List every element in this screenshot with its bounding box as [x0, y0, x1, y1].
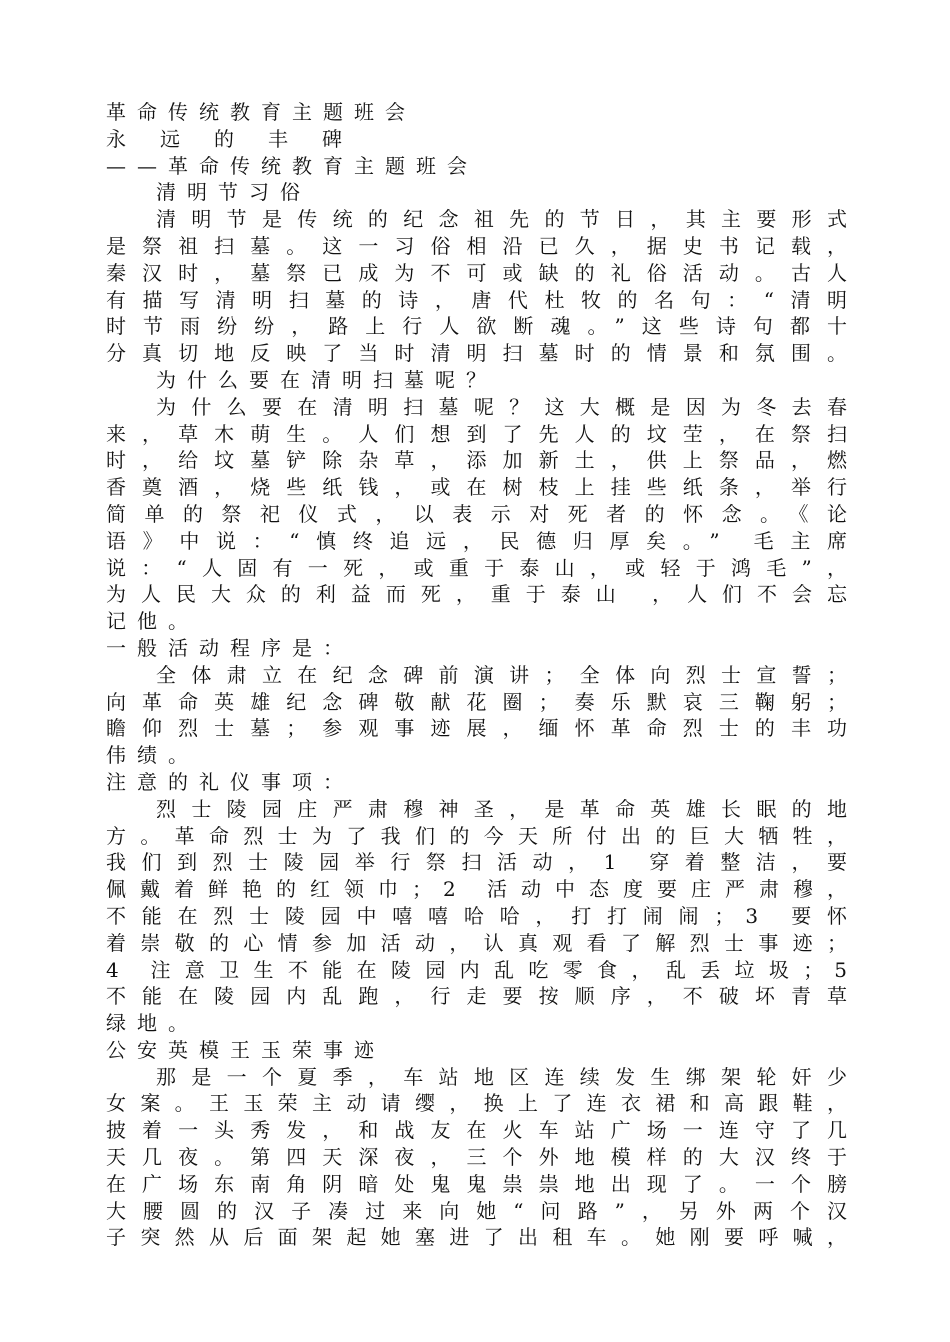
paragraph-activity-procedure — [106, 662, 858, 769]
paragraph-line: 着崇敬的心情参加活动，认真观看了解烈士事迹； — [106, 930, 858, 955]
paragraph-line: 佩戴着鲜艳的红领巾；2 活动中态度要庄严肃穆， — [106, 877, 858, 902]
paragraph-line: 不能在陵园内乱跑，行走要按顺序，不破坏青草 — [106, 984, 858, 1009]
paragraph-etiquette — [106, 796, 858, 1037]
paragraph-line: 绿地。 — [106, 1011, 199, 1036]
paragraph-line: 披着一头秀发，和战友在火车站广场一连守了几 — [106, 1118, 858, 1143]
section-heading-etiquette: 注意的礼仪事项： — [106, 769, 354, 794]
paragraph-line: 记他。 — [106, 609, 199, 634]
section-heading-qingming-customs: 清明节习俗 — [156, 180, 311, 205]
paragraph-line: 在广场东南角阴暗处鬼鬼祟祟地出现了。一个膀 — [106, 1171, 858, 1196]
paragraph-line: 大腰圆的汉子凑过来向她“问路”，另外两个汉 — [106, 1198, 858, 1223]
section-heading-wang-yurong: 公安英模王玉荣事迹 — [106, 1037, 385, 1062]
paragraph-line: 有描写清明扫墓的诗，唐代杜牧的名句：“清明 — [106, 287, 858, 312]
document-subtitle-2: ——革命传统教育主题班会 — [106, 153, 478, 178]
paragraph-line: 女案。王玉荣主动请缨，换上了连衣裙和高跟鞋， — [106, 1091, 858, 1116]
section-heading-activity-procedure: 一般活动程序是： — [106, 635, 354, 660]
paragraph-line: 为什么要在清明扫墓呢？这大概是因为冬去春 — [156, 394, 858, 419]
paragraph-line: 为人民大众的利益而死，重于泰山 ，人们不会忘 — [106, 582, 858, 607]
paragraph-line: 方。革命烈士为了我们的今天所付出的巨大牺牲， — [106, 823, 858, 848]
paragraph-line: 简单的祭祀仪式，以表示对死者的怀念。《论 — [106, 501, 858, 526]
paragraph-line: 语》中说：“慎终追远，民德归厚矣。” 毛主席 — [106, 528, 858, 553]
document-page — [106, 99, 858, 1251]
section-heading-why-tomb-sweeping: 为什么要在清明扫墓呢？ — [156, 367, 497, 392]
paragraph-line: 向革命英雄纪念碑敬献花圈；奏乐默哀三鞠躬； — [106, 689, 858, 714]
paragraph-line: 来，草木萌生。人们想到了先人的坟茔，在祭扫 — [106, 421, 858, 446]
paragraph-line: 秦汉时，墓祭已成为不可或缺的礼俗活动。古人 — [106, 260, 858, 285]
paragraph-qingming-customs — [106, 206, 858, 367]
document-subtitle: 永远的丰碑 — [106, 126, 376, 151]
paragraph-line: 天几夜。第四天深夜，三个外地模样的大汉终于 — [106, 1145, 858, 1170]
paragraph-line: 时节雨纷纷，路上行人欲断魂。”这些诗句都十 — [106, 314, 858, 339]
paragraph-line: 是祭祖扫墓。这一习俗相沿已久，据史书记载， — [106, 233, 858, 258]
paragraph-line: 瞻仰烈士墓；参观事迹展，缅怀革命烈士的丰功 — [106, 716, 858, 741]
paragraph-line: 时，给坟墓铲除杂草，添加新土，供上祭品，燃 — [106, 448, 858, 473]
paragraph-line: 不能在烈士陵园中嘻嘻哈哈，打打闹闹；3 要怀 — [106, 903, 858, 928]
paragraph-line: 那是一个夏季，车站地区连续发生绑架轮奸少 — [156, 1064, 858, 1089]
paragraph-line: 伟绩。 — [106, 743, 199, 768]
paragraph-why-tomb-sweeping — [106, 394, 858, 635]
paragraph-line: 香奠酒，烧些纸钱，或在树枝上挂些纸条，举行 — [106, 475, 858, 500]
document-title: 革命传统教育主题班会 — [106, 100, 416, 124]
paragraph-line: 子突然从后面架起她塞进了出租车。她刚要呼喊， — [106, 1225, 858, 1250]
paragraph-line: 分真切地反映了当时清明扫墓时的情景和氛围。 — [106, 341, 858, 366]
paragraph-line: 烈士陵园庄严肃穆神圣，是革命英雄长眠的地 — [156, 796, 858, 821]
paragraph-line: 全体肃立在纪念碑前演讲；全体向烈士宣誓； — [156, 662, 858, 687]
paragraph-line: 我们到烈士陵园举行祭扫活动，1 穿着整洁，要 — [106, 850, 858, 875]
paragraph-line: 清明节是传统的纪念祖先的节日，其主要形式 — [156, 207, 858, 232]
paragraph-line: 说：“人固有一死，或重于泰山，或轻于鸿毛”， — [106, 555, 858, 580]
paragraph-wang-yurong — [106, 1064, 858, 1252]
paragraph-line: 4 注意卫生不能在陵园内乱吃零食，乱丢垃圾；5 — [106, 957, 858, 982]
